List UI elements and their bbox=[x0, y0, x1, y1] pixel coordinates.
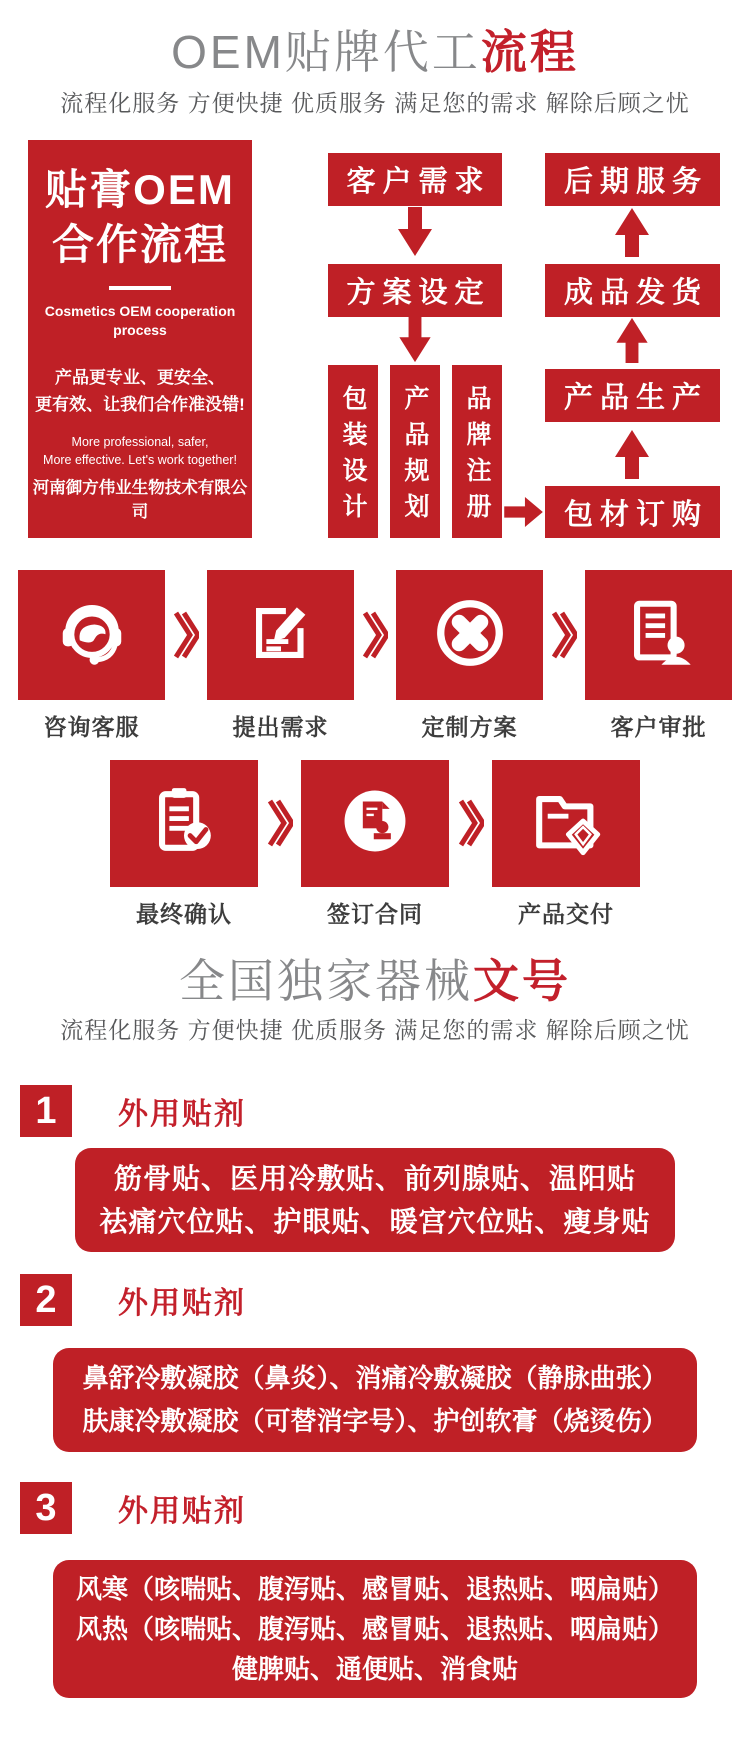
step-box-after-sales: 后期服务 bbox=[545, 153, 720, 206]
process-label: 提出需求 bbox=[232, 714, 329, 740]
section2-subtitle: 流程化服务 方便快捷 优质服务 满足您的需求 解除后顾之忧 bbox=[60, 1017, 690, 1043]
step-box-production: 产品生产 bbox=[545, 369, 720, 422]
left-panel-title-line2: 合作流程 bbox=[51, 221, 228, 268]
process-label: 签订合同 bbox=[327, 901, 423, 927]
process-item-confirm bbox=[110, 760, 258, 929]
arrow-up-icon bbox=[614, 206, 650, 258]
process-item-contract bbox=[301, 760, 449, 929]
divider bbox=[109, 286, 171, 290]
document-user-icon bbox=[620, 594, 698, 677]
process-label: 定制方案 bbox=[421, 714, 518, 740]
category-label: 外用贴剂 bbox=[118, 1495, 246, 1528]
product-line: 筋骨贴、医用冷敷贴、前列腺贴、温阳贴 bbox=[113, 1163, 636, 1194]
chevron-right-icon bbox=[551, 607, 577, 663]
en-subtitle-line2: process bbox=[113, 322, 167, 338]
left-panel-slogan bbox=[35, 364, 245, 418]
product-line: 风寒（咳喘贴、腹泻贴、感冒贴、退热贴、咽扁贴） bbox=[75, 1574, 674, 1604]
process-box bbox=[110, 760, 258, 887]
oem-flowchart bbox=[0, 140, 750, 540]
product-line: 健脾贴、通便贴、消食贴 bbox=[231, 1654, 518, 1684]
chevron-right-icon bbox=[173, 607, 199, 663]
company-name: 河南御方伟业生物技术有限公司 bbox=[32, 479, 248, 521]
process-box bbox=[301, 760, 449, 887]
step-box-product-planning: 产品规划 bbox=[390, 365, 440, 538]
arrow-right-icon bbox=[504, 496, 544, 528]
chevron-right-icon bbox=[362, 607, 388, 663]
section2-title-red: 文号 bbox=[473, 955, 571, 1007]
process-row-1 bbox=[0, 570, 750, 742]
folder-diamond-icon bbox=[527, 782, 605, 865]
page-header bbox=[0, 24, 750, 118]
category-label: 外用贴剂 bbox=[118, 1098, 246, 1131]
en-slogan-line2: More effective. Let's work together! bbox=[43, 453, 237, 467]
category-number-badge: 2 bbox=[20, 1274, 72, 1326]
category-number-badge: 3 bbox=[20, 1482, 72, 1534]
process-item-consult bbox=[18, 570, 165, 742]
en-slogan-line1: More professional, safer, bbox=[71, 435, 209, 449]
process-item-delivery bbox=[492, 760, 640, 929]
process-box bbox=[585, 570, 732, 700]
category-number-badge: 1 bbox=[20, 1085, 72, 1137]
process-label: 最终确认 bbox=[136, 901, 232, 927]
arrow-down-icon bbox=[397, 317, 433, 363]
step-box-plan-setting: 方案设定 bbox=[328, 264, 502, 317]
arrow-up-icon bbox=[614, 317, 650, 363]
category-header bbox=[20, 1274, 750, 1326]
page-title-red: 流程 bbox=[480, 26, 579, 78]
page-subtitle: 流程化服务 方便快捷 优质服务 满足您的需求 解除后顾之忧 bbox=[60, 90, 690, 116]
product-line: 鼻舒冷敷凝胶（鼻炎）、消痛冷敷凝胶（静脉曲张） bbox=[82, 1363, 668, 1393]
headset-icon bbox=[53, 594, 131, 677]
product-line: 祛痛穴位贴、护眼贴、暖宫穴位贴、瘦身贴 bbox=[99, 1206, 651, 1237]
process-box bbox=[207, 570, 354, 700]
slogan-line1: 产品更专业、更安全、 bbox=[54, 368, 225, 387]
category-3 bbox=[0, 1482, 750, 1698]
process-row-2 bbox=[0, 760, 750, 929]
arrow-up-icon bbox=[614, 428, 650, 480]
category-2 bbox=[0, 1274, 750, 1452]
step-box-brand-registration: 品牌注册 bbox=[452, 365, 502, 538]
process-box bbox=[18, 570, 165, 700]
process-box bbox=[492, 760, 640, 887]
left-panel-title-line1: 贴膏OEM bbox=[45, 166, 235, 213]
clipboard-check-icon bbox=[145, 782, 223, 865]
category-label: 外用贴剂 bbox=[118, 1287, 246, 1320]
process-label: 客户审批 bbox=[610, 714, 707, 740]
category-header bbox=[20, 1482, 750, 1534]
edit-note-icon bbox=[242, 594, 320, 677]
category-product-box bbox=[53, 1560, 697, 1698]
en-subtitle-line1: Cosmetics OEM cooperation bbox=[44, 303, 236, 319]
step-box-material-order: 包材订购 bbox=[545, 486, 720, 538]
process-item-request bbox=[207, 570, 354, 742]
arrow-down-icon bbox=[397, 206, 433, 258]
category-header bbox=[20, 1085, 750, 1137]
left-panel-en-slogan bbox=[43, 433, 237, 469]
category-1 bbox=[0, 1085, 750, 1252]
flow-left-panel bbox=[28, 140, 252, 538]
step-box-packaging-design: 包装设计 bbox=[328, 365, 378, 538]
chevron-right-icon bbox=[267, 795, 293, 851]
contract-stamp-icon bbox=[336, 782, 414, 865]
step-box-customer-demand: 客户需求 bbox=[328, 153, 502, 206]
page-title bbox=[0, 24, 750, 80]
slogan-line2: 更有效、让我们合作准没错! bbox=[35, 395, 245, 414]
category-product-box bbox=[75, 1148, 675, 1252]
section2-title-gray: 全国独家器械 bbox=[179, 955, 473, 1007]
page-title-gray: OEM贴牌代工 bbox=[171, 26, 481, 78]
left-panel-en-subtitle bbox=[45, 302, 236, 340]
step-box-shipping: 成品发货 bbox=[545, 264, 720, 317]
process-box bbox=[396, 570, 543, 700]
process-label: 产品交付 bbox=[518, 901, 614, 927]
x-circle-icon bbox=[431, 594, 509, 677]
chevron-right-icon bbox=[458, 795, 484, 851]
category-product-box bbox=[53, 1348, 697, 1452]
product-line: 肤康冷敷凝胶（可替消字号）、护创软膏（烧烫伤） bbox=[82, 1406, 668, 1436]
process-label: 咨询客服 bbox=[43, 714, 140, 740]
process-item-approval bbox=[585, 570, 732, 742]
section2-title bbox=[0, 953, 750, 1009]
process-item-plan bbox=[396, 570, 543, 742]
product-line: 风热（咳喘贴、腹泻贴、感冒贴、退热贴、咽扁贴） bbox=[75, 1614, 674, 1644]
